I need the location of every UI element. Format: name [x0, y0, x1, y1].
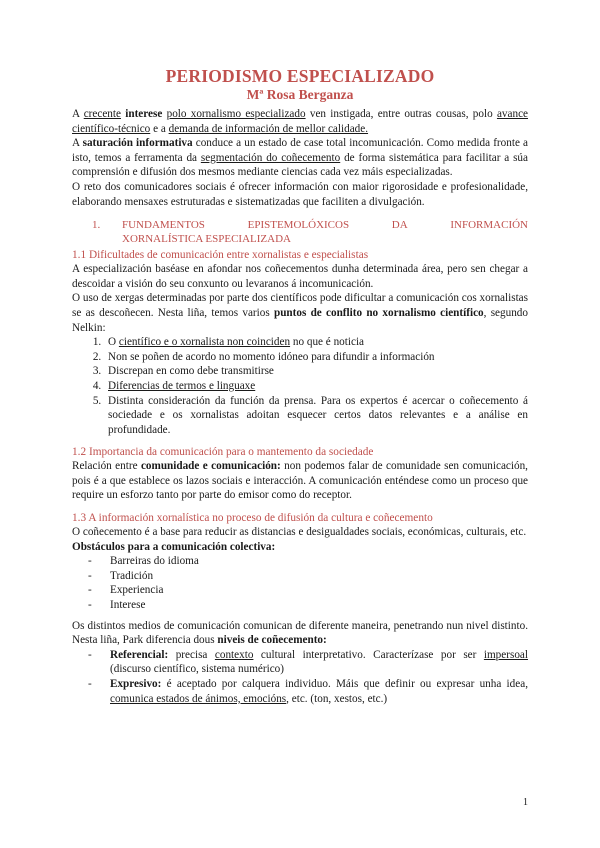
underlined-text: comunica estados de ánimos, emocións	[110, 692, 287, 705]
bold-text: niveis de coñecemento:	[217, 634, 327, 647]
intro-paragraph-2	[72, 136, 528, 180]
section-1-title-line-1	[122, 219, 528, 233]
text: é aceptado por calquera individuo. Máis que definir ou expresar unha idea,	[161, 678, 528, 690]
underlined-text: demanda de información de mellor calidade.	[168, 122, 369, 135]
underlined-text: impersoal	[483, 648, 528, 661]
list-item: - Interese	[88, 598, 528, 613]
underlined-text: Diferencias de termos e linguaxe	[108, 379, 256, 392]
text: (discurso científico, sistema numérico)	[110, 663, 284, 676]
text: A	[72, 108, 84, 120]
list-item	[104, 364, 528, 379]
text: cultural interpretativo. Caracterízase por ser	[253, 648, 484, 661]
bold-text: saturación informativa	[82, 137, 193, 150]
obstacles-heading	[72, 540, 528, 555]
section-1-heading	[72, 219, 528, 246]
section-1-title	[122, 219, 528, 246]
text: conduce a un estado de case total incomunicación. Como medida fronte a isto, temos a ferramenta da	[72, 137, 529, 164]
text: O uso de xergas determinadas por parte dos científicos pode dificultar a comunicación cos xornalistas se as descoñecen. Nesta liña, temos varios	[72, 292, 528, 319]
heading-word: FUNDAMENTOS	[122, 219, 205, 232]
underlined-text: contexto	[214, 648, 254, 661]
section-1-number: 1.	[92, 219, 101, 232]
document-title: PERIODISMO ESPECIALIZADO	[165, 66, 435, 86]
intro-paragraph-1	[72, 107, 528, 136]
subsection-1-2-paragraph	[72, 459, 528, 503]
bold-text: puntos de conflito no xornalismo científico	[273, 306, 484, 319]
bold-text: Referencial:	[110, 648, 169, 661]
underlined-text: polo xornalismo especializado	[166, 108, 306, 120]
bold-text: Expresivo:	[110, 678, 162, 690]
text: Relación entre	[72, 460, 141, 473]
text: Non se poñen de acordo no momento idóneo para difundir a información	[108, 350, 435, 363]
bold-text: Obstáculos para a comunicación colectiva:	[72, 540, 276, 553]
list-item	[88, 648, 528, 677]
subsection-1-1-paragraph-1: A especialización baséase en afondar nos coñecementos dunha determinada área, pero sen chegar a descoidar a visión do seu conxunto ou levaranos á incomunicación.	[72, 263, 528, 290]
bold-text: interese	[125, 108, 163, 120]
list-item: - Barreiras do idioma	[88, 554, 528, 569]
text: , segundo Nelkin:	[72, 306, 528, 334]
heading-word: INFORMACIÓN	[450, 219, 528, 232]
text: ven instigada, entre outras cousas, polo	[305, 108, 497, 120]
text: e a	[150, 122, 169, 135]
text: de forma sistemática para facilitar a súa comprensión e difusión dos mesmos mediante ciencias cada vez máis especializadas.	[72, 151, 528, 179]
subsection-1-3-paragraph-2	[72, 619, 528, 648]
underlined-text: segmentación do coñecemento	[200, 151, 341, 164]
text: A	[72, 137, 83, 150]
heading-word: DA	[391, 219, 408, 232]
text: non podemos falar de comunidade sen comunicación, pois é a que establece os lazos sociais e interacción. A comunicación enténdese como un proceso que require un esforzo tanto por parte do emisor como do receptor.	[72, 460, 528, 502]
document-page	[72, 66, 528, 706]
subsection-1-1-paragraph-2	[72, 291, 528, 335]
text: Os distintos medios de comunicación comunican de diferente maneira, penetrando nun nivel distinto. Nesta liña, Park diferencia dous	[72, 619, 528, 647]
subsection-1-1-heading: 1.1 Dificultades de comunicación entre xornalistas e especialistas	[72, 249, 369, 262]
text: , etc. (ton, xestos, etc.)	[286, 692, 388, 705]
underlined-text: avance científico-técnico	[72, 108, 529, 135]
obstacles-list	[72, 554, 528, 612]
text: O	[108, 336, 119, 349]
text: Distinta consideración da función da prensa. Para os expertos é acercar o coñecemento á sociedade e os xornalistas adoitan esquecer certos datos relevantes e a análise en profundidade.	[108, 394, 528, 436]
list-item	[104, 335, 528, 350]
text: Discrepan en como debe transmitirse	[108, 365, 274, 378]
list-item: - Tradición	[88, 569, 528, 584]
conflict-points-list	[72, 335, 528, 437]
bold-text: comunidade e comunicación:	[140, 460, 281, 473]
knowledge-levels-list	[72, 648, 528, 706]
section-1-title-line-2: XORNALÍSTICA ESPECIALIZADA	[122, 232, 291, 245]
underlined-text: científico e o xornalista non coinciden	[118, 336, 291, 349]
text: precisa	[168, 648, 215, 661]
intro-paragraph-3: O reto dos comunicadores sociais é ofrecer información con maior rigorosidade e profesionalidade, elaborando mensaxes estruturadas e sistematizadas que faciliten a divulgación.	[72, 180, 528, 208]
list-item: - Experiencia	[88, 583, 528, 598]
list-item	[104, 350, 528, 365]
list-item	[104, 379, 528, 394]
text: no que é noticia	[290, 336, 365, 349]
subsection-1-2-heading: 1.2 Importancia da comunicación para o mantemento da sociedade	[72, 446, 374, 459]
list-item	[104, 394, 528, 438]
list-item	[88, 677, 528, 706]
subsection-1-3-paragraph-1: O coñecemento é a base para reducir as distancias e desigualdades sociais, económicas, culturais, etc.	[72, 526, 527, 539]
heading-word: EPISTEMOLÓXICOS	[247, 219, 350, 232]
underlined-text: crecente	[83, 108, 121, 120]
page-number: 1	[523, 797, 528, 808]
subsection-1-3-heading: 1.3 A información xornalística no proceso de difusión da cultura e coñecemento	[72, 512, 433, 525]
document-author: Mª Rosa Berganza	[246, 87, 354, 102]
